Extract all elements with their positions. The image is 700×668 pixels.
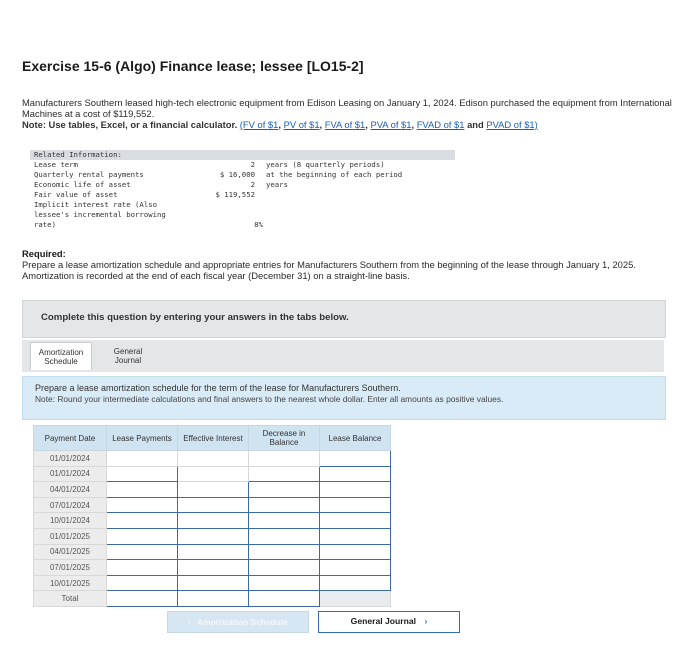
total-interest-input[interactable] [178,591,249,607]
payment-date: 04/01/2024 [34,482,107,498]
info-label: Fair value of asset [34,190,118,199]
decrease-input[interactable] [249,560,320,576]
link-fvad[interactable]: FVAD of $1 [416,119,465,130]
tab-label: Schedule [44,357,78,366]
info-label: rate) [34,220,56,229]
info-unit: at the beginning of each period [266,170,403,179]
tab-label: Amortization [38,348,84,357]
lease-payment-input[interactable] [107,544,178,560]
panel-text: Prepare a lease amortization schedule for the term of the lease for Manufacturers Southern. [35,383,401,393]
note-and: and [467,119,484,130]
next-general-journal-button[interactable] [318,611,460,633]
interest-input[interactable] [178,528,249,544]
payment-date: 10/01/2025 [34,575,107,591]
interest-input[interactable] [178,575,249,591]
info-header: Related Information: [30,150,455,160]
link-pvad[interactable]: PVAD of $1) [486,119,538,130]
col-lease-payments: Lease Payments [107,426,178,451]
tab-amortization-schedule[interactable] [30,342,92,370]
info-label: Quarterly rental payments [34,170,144,179]
payment-date: 10/01/2024 [34,513,107,529]
link-fv[interactable]: (FV of $1 [239,119,279,130]
lease-balance-input[interactable] [320,513,391,529]
interest-input[interactable] [178,497,249,513]
info-value: 8% [254,220,263,229]
tab-bar [22,340,664,372]
panel-instructions [22,376,666,420]
info-unit: years [266,180,288,189]
lease-balance-input[interactable] [320,482,391,498]
payment-date: 01/01/2024 [34,466,107,482]
payment-date: 07/01/2024 [34,497,107,513]
decrease-input[interactable] [249,513,320,529]
payment-date: 04/01/2025 [34,544,107,560]
total-lease-payments-input[interactable] [107,591,178,607]
table-total-row [34,591,391,607]
interest-input[interactable] [178,482,249,498]
info-row [30,180,455,190]
lease-payment-input[interactable] [107,513,178,529]
col-payment-date: Payment Date [34,426,107,451]
lease-payment-cell [107,451,178,467]
tab-label: General [113,347,143,356]
info-label: Lease term [34,160,78,169]
col-effective-interest: Effective Interest [178,426,249,451]
required-label: Required: [22,248,66,259]
page-title: Exercise 15-6 (Algo) Finance lease; lessee [LO15-2] [22,58,364,74]
lease-payment-input[interactable] [107,528,178,544]
required-section [22,248,672,281]
chevron-left-icon: ‹ [188,617,192,627]
info-row [30,210,455,220]
required-text: Prepare a lease amortization schedule and appropriate entries for Manufacturers Southern from the beginning of the lease through January 1, 2025. Amortization is recorded at the end of each fiscal year (December 31) on a straight-line basis. [22,259,636,281]
table-row [34,575,391,591]
table-row [34,528,391,544]
col-decrease-balance: Decrease in Balance [249,426,320,451]
table-row [34,466,391,482]
chevron-right-icon: › [424,616,428,626]
tab-label: Journal [114,356,142,365]
lease-balance-input[interactable] [320,497,391,513]
lease-balance-input[interactable] [320,575,391,591]
info-row [30,170,455,180]
related-information [30,150,455,235]
payment-date: 07/01/2025 [34,560,107,576]
tab-general-journal[interactable] [102,342,154,370]
table-row [34,513,391,529]
interest-input[interactable] [178,544,249,560]
lease-payment-input[interactable] [107,482,178,498]
decrease-input[interactable] [249,466,320,482]
info-value: 2 [250,160,255,169]
interest-cell [178,451,249,467]
lease-payment-input[interactable] [107,575,178,591]
interest-cell [178,466,249,482]
decrease-cell [249,451,320,467]
lease-balance-input[interactable] [320,451,391,467]
amortization-table [33,425,391,607]
note-line: Note: Use tables, Excel, or a financial calculator. (FV of $1, PV of $1, FVA of $1, PVA of $1, FVAD of $1 and PVAD of $1) [22,119,538,130]
total-lease-balance-cell [320,591,391,607]
info-value: $ 16,000 [219,170,255,179]
total-label: Total [34,591,107,607]
info-row [30,200,455,210]
table-row [34,560,391,576]
instruction-banner [22,300,666,338]
col-lease-balance: Lease Balance [320,426,391,451]
table-row [34,544,391,560]
payment-date: 01/01/2025 [34,528,107,544]
info-value: 2 [250,180,255,189]
next-button-label: General Journal [350,616,417,626]
note-label: Note: Use tables, Excel, or a financial calculator. [22,119,238,130]
info-label: Implicit interest rate (Also [34,200,158,209]
decrease-input[interactable] [249,482,320,498]
instruction-text: Complete this question by entering your answers in the tabs below. [41,312,349,323]
link-pva[interactable]: PVA of $1 [370,119,412,130]
info-value: $ 119,552 [215,190,255,199]
decrease-input[interactable] [249,575,320,591]
prev-button-label: Amortization Schedule [197,617,288,627]
table-row [34,482,391,498]
info-unit: years (8 quarterly periods) [266,160,385,169]
link-fva[interactable]: FVA of $1 [324,119,366,130]
interest-input[interactable] [178,513,249,529]
lease-payment-input[interactable] [107,497,178,513]
prev-amortization-schedule-button[interactable] [167,611,309,633]
info-row [30,220,455,230]
info-label: lessee's incremental borrowing [34,210,166,219]
lease-balance-input[interactable] [320,466,391,482]
link-pv[interactable]: PV of $1 [283,119,320,130]
info-label: Economic life of asset [34,180,131,189]
decrease-input[interactable] [249,528,320,544]
lease-balance-input[interactable] [320,560,391,576]
problem-intro [22,97,672,130]
lease-payment-input[interactable] [107,560,178,576]
lease-payment-input[interactable] [107,466,178,482]
table-row [34,451,391,467]
total-decrease-input[interactable] [249,591,320,607]
payment-date: 01/01/2024 [34,451,107,467]
info-row [30,160,455,170]
info-row [30,190,455,200]
decrease-input[interactable] [249,497,320,513]
interest-input[interactable] [178,560,249,576]
lease-balance-input[interactable] [320,544,391,560]
table-row [34,497,391,513]
decrease-input[interactable] [249,544,320,560]
lease-balance-input[interactable] [320,528,391,544]
intro-text: Manufacturers Southern leased high-tech electronic equipment from Edison Leasing on January 1, 2024. Edison purchased the equipment from International Machines at a cost of $119,552. [22,97,672,119]
panel-note: Note: Round your intermediate calculations and final answers to the nearest whole dollar. Enter all amounts as positive values. [35,394,504,404]
table-header-row [34,426,391,451]
